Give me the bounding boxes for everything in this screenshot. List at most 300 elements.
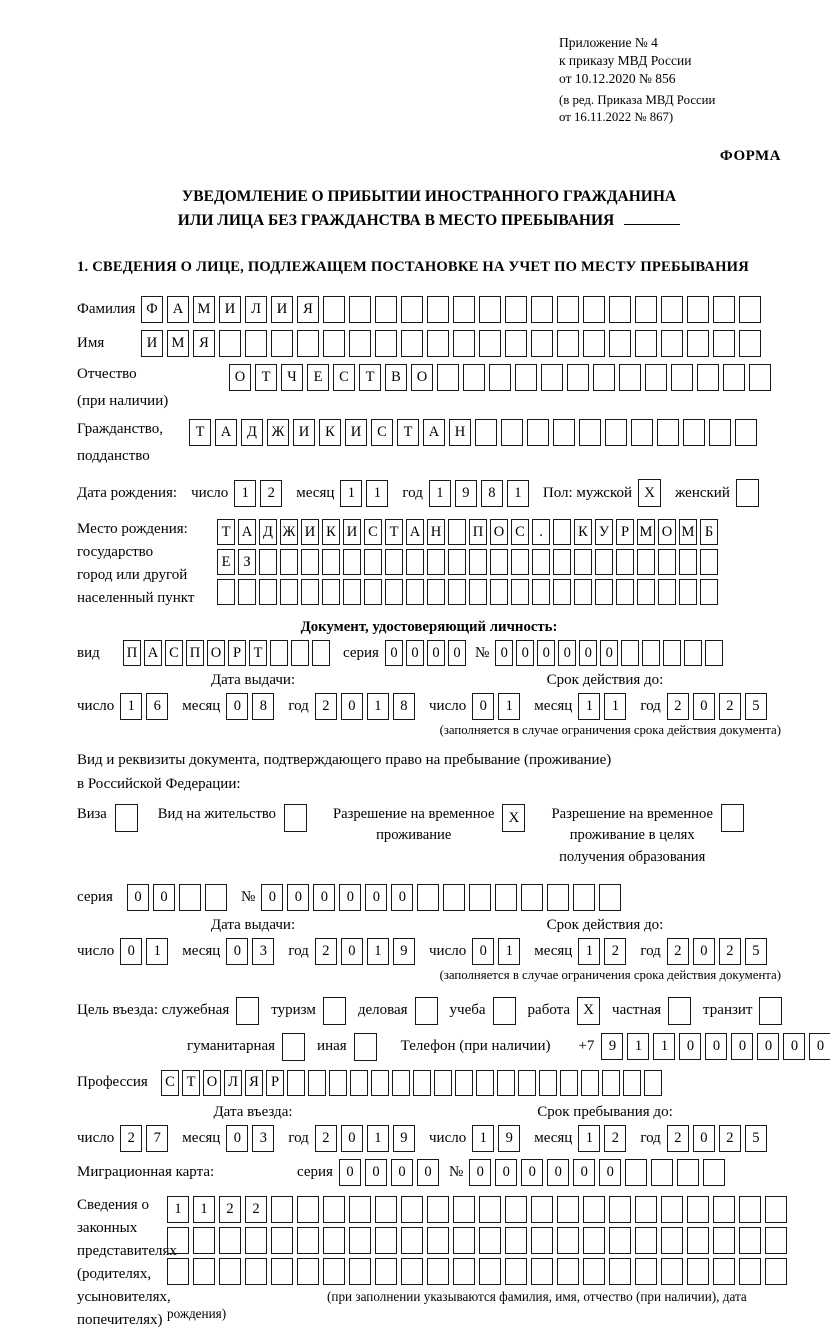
cell[interactable]: 0 bbox=[757, 1033, 779, 1060]
cell[interactable] bbox=[448, 549, 466, 575]
cell[interactable] bbox=[322, 579, 340, 605]
cell[interactable] bbox=[553, 549, 571, 575]
cell[interactable] bbox=[323, 1227, 345, 1254]
cell[interactable] bbox=[505, 1196, 527, 1223]
cell[interactable] bbox=[553, 419, 575, 446]
doc-issue-day-input[interactable] bbox=[120, 693, 172, 720]
cell[interactable] bbox=[329, 1070, 347, 1096]
entry-year-input[interactable] bbox=[315, 1125, 419, 1152]
cell[interactable] bbox=[259, 579, 277, 605]
cell[interactable]: 0 bbox=[339, 884, 361, 911]
cell[interactable] bbox=[312, 640, 330, 666]
cell[interactable]: 2 bbox=[120, 1125, 142, 1152]
cell[interactable]: 1 bbox=[234, 480, 256, 507]
surname-input[interactable] bbox=[141, 296, 765, 323]
permit-issue-day-input[interactable] bbox=[120, 938, 172, 965]
cell[interactable]: 5 bbox=[745, 693, 767, 720]
cell[interactable] bbox=[271, 1258, 293, 1285]
cell[interactable] bbox=[375, 330, 397, 357]
cell[interactable] bbox=[609, 296, 631, 323]
cell[interactable]: 1 bbox=[498, 693, 520, 720]
cell[interactable] bbox=[663, 640, 681, 666]
cell[interactable] bbox=[322, 549, 340, 575]
cell[interactable] bbox=[609, 1258, 631, 1285]
cell[interactable] bbox=[557, 1258, 579, 1285]
cell[interactable] bbox=[635, 1258, 657, 1285]
cell[interactable] bbox=[661, 296, 683, 323]
cell[interactable]: 0 bbox=[287, 884, 309, 911]
cell[interactable] bbox=[401, 1258, 423, 1285]
cell[interactable]: 1 bbox=[604, 693, 626, 720]
cell[interactable] bbox=[605, 419, 627, 446]
cell[interactable]: 1 bbox=[366, 480, 388, 507]
cell[interactable]: Ч bbox=[281, 364, 303, 391]
cell[interactable]: . bbox=[532, 519, 550, 545]
cell[interactable]: 0 bbox=[261, 884, 283, 911]
cell[interactable] bbox=[709, 419, 731, 446]
cell[interactable] bbox=[479, 296, 501, 323]
cell[interactable] bbox=[645, 364, 667, 391]
cell[interactable] bbox=[579, 419, 601, 446]
cell[interactable] bbox=[401, 1196, 423, 1223]
cell[interactable] bbox=[687, 296, 709, 323]
cell[interactable]: 0 bbox=[120, 938, 142, 965]
cell[interactable] bbox=[573, 884, 595, 911]
residence-permit-checkbox[interactable] bbox=[284, 804, 307, 832]
cell[interactable] bbox=[497, 1070, 515, 1096]
cell[interactable] bbox=[705, 640, 723, 666]
permit-issue-year-input[interactable] bbox=[315, 938, 419, 965]
cell[interactable]: И bbox=[345, 419, 367, 446]
cell[interactable]: 0 bbox=[226, 1125, 248, 1152]
doc-valid-day-input[interactable] bbox=[472, 693, 524, 720]
cell[interactable]: С bbox=[371, 419, 393, 446]
cell[interactable]: 2 bbox=[719, 693, 741, 720]
cell[interactable]: 9 bbox=[601, 1033, 623, 1060]
cell[interactable] bbox=[583, 1227, 605, 1254]
cell[interactable] bbox=[625, 1159, 647, 1186]
cell[interactable] bbox=[684, 640, 702, 666]
cell[interactable]: 0 bbox=[693, 1125, 715, 1152]
cell[interactable] bbox=[280, 579, 298, 605]
cell[interactable] bbox=[179, 884, 201, 911]
cell[interactable] bbox=[557, 330, 579, 357]
cell[interactable] bbox=[371, 1070, 389, 1096]
cell[interactable] bbox=[531, 296, 553, 323]
cell[interactable] bbox=[621, 640, 639, 666]
cell[interactable] bbox=[657, 419, 679, 446]
cell[interactable] bbox=[553, 579, 571, 605]
cell[interactable] bbox=[581, 1070, 599, 1096]
cell[interactable] bbox=[323, 1196, 345, 1223]
cell[interactable]: И bbox=[293, 419, 315, 446]
cell[interactable]: 1 bbox=[472, 1125, 494, 1152]
cell[interactable]: 0 bbox=[472, 938, 494, 965]
cell[interactable] bbox=[679, 579, 697, 605]
cell[interactable]: Р bbox=[266, 1070, 284, 1096]
cell[interactable] bbox=[557, 296, 579, 323]
cell[interactable] bbox=[490, 579, 508, 605]
cell[interactable]: 0 bbox=[579, 640, 597, 666]
cell[interactable]: Я bbox=[297, 296, 319, 323]
cell[interactable]: И bbox=[219, 296, 241, 323]
cell[interactable] bbox=[245, 330, 267, 357]
cell[interactable]: Т bbox=[182, 1070, 200, 1096]
cell[interactable] bbox=[375, 296, 397, 323]
cell[interactable]: 0 bbox=[547, 1159, 569, 1186]
cell[interactable]: М bbox=[679, 519, 697, 545]
permit-valid-year-input[interactable] bbox=[667, 938, 771, 965]
cell[interactable] bbox=[301, 579, 319, 605]
cell[interactable] bbox=[297, 1227, 319, 1254]
sex-male-checkbox[interactable]: X bbox=[638, 479, 661, 507]
cell[interactable] bbox=[532, 579, 550, 605]
cell[interactable] bbox=[364, 579, 382, 605]
cell[interactable] bbox=[434, 1070, 452, 1096]
cell[interactable] bbox=[739, 1258, 761, 1285]
cell[interactable]: 9 bbox=[455, 480, 477, 507]
stay-year-input[interactable] bbox=[667, 1125, 771, 1152]
birth-place-row3-input[interactable] bbox=[217, 579, 721, 605]
cell[interactable]: 0 bbox=[599, 1159, 621, 1186]
cell[interactable] bbox=[375, 1227, 397, 1254]
cell[interactable] bbox=[219, 330, 241, 357]
cell[interactable] bbox=[531, 330, 553, 357]
cell[interactable] bbox=[364, 549, 382, 575]
cell[interactable] bbox=[599, 884, 621, 911]
cell[interactable] bbox=[609, 1227, 631, 1254]
cell[interactable] bbox=[723, 364, 745, 391]
stay-day-input[interactable] bbox=[472, 1125, 524, 1152]
cell[interactable]: 2 bbox=[604, 938, 626, 965]
cell[interactable]: Ж bbox=[267, 419, 289, 446]
cell[interactable] bbox=[531, 1227, 553, 1254]
cell[interactable]: 0 bbox=[391, 1159, 413, 1186]
patronymic-input[interactable] bbox=[229, 364, 775, 391]
cell[interactable]: 0 bbox=[406, 640, 424, 666]
cell[interactable]: К bbox=[322, 519, 340, 545]
cell[interactable]: 1 bbox=[578, 1125, 600, 1152]
cell[interactable] bbox=[713, 330, 735, 357]
cell[interactable]: 1 bbox=[507, 480, 529, 507]
cell[interactable]: Е bbox=[217, 549, 235, 575]
cell[interactable] bbox=[683, 419, 705, 446]
cell[interactable]: 7 bbox=[146, 1125, 168, 1152]
cell[interactable] bbox=[343, 549, 361, 575]
cell[interactable]: У bbox=[595, 519, 613, 545]
birth-place-row2-input[interactable] bbox=[217, 549, 721, 575]
purpose-other-checkbox[interactable] bbox=[354, 1033, 377, 1061]
cell[interactable]: 0 bbox=[226, 693, 248, 720]
cell[interactable]: 0 bbox=[705, 1033, 727, 1060]
cell[interactable] bbox=[385, 549, 403, 575]
cell[interactable] bbox=[583, 296, 605, 323]
cell[interactable]: 1 bbox=[146, 938, 168, 965]
cell[interactable] bbox=[735, 419, 757, 446]
cell[interactable]: З bbox=[238, 549, 256, 575]
cell[interactable] bbox=[427, 579, 445, 605]
cell[interactable] bbox=[476, 1070, 494, 1096]
cell[interactable]: А bbox=[423, 419, 445, 446]
cell[interactable] bbox=[406, 549, 424, 575]
cell[interactable] bbox=[631, 419, 653, 446]
cell[interactable] bbox=[557, 1227, 579, 1254]
representatives-row2-input[interactable] bbox=[167, 1227, 791, 1254]
cell[interactable] bbox=[392, 1070, 410, 1096]
cell[interactable] bbox=[323, 330, 345, 357]
cell[interactable]: Е bbox=[307, 364, 329, 391]
cell[interactable] bbox=[700, 579, 718, 605]
cell[interactable] bbox=[167, 1258, 189, 1285]
cell[interactable]: И bbox=[343, 519, 361, 545]
cell[interactable]: Б bbox=[700, 519, 718, 545]
birth-year-input[interactable] bbox=[429, 480, 533, 507]
cell[interactable]: М bbox=[193, 296, 215, 323]
cell[interactable]: И bbox=[301, 519, 319, 545]
cell[interactable] bbox=[739, 1227, 761, 1254]
cell[interactable]: 0 bbox=[127, 884, 149, 911]
cell[interactable] bbox=[541, 364, 563, 391]
cell[interactable] bbox=[297, 1258, 319, 1285]
cell[interactable] bbox=[658, 549, 676, 575]
cell[interactable] bbox=[205, 884, 227, 911]
representatives-row1-input[interactable] bbox=[167, 1196, 791, 1223]
cell[interactable]: М bbox=[167, 330, 189, 357]
cell[interactable]: 0 bbox=[469, 1159, 491, 1186]
cell[interactable] bbox=[448, 579, 466, 605]
cell[interactable]: М bbox=[637, 519, 655, 545]
cell[interactable]: 1 bbox=[120, 693, 142, 720]
cell[interactable] bbox=[501, 419, 523, 446]
cell[interactable]: Н bbox=[449, 419, 471, 446]
cell[interactable] bbox=[547, 884, 569, 911]
cell[interactable] bbox=[518, 1070, 536, 1096]
cell[interactable] bbox=[637, 549, 655, 575]
cell[interactable] bbox=[658, 579, 676, 605]
purpose-study-checkbox[interactable] bbox=[493, 997, 516, 1025]
cell[interactable]: 0 bbox=[495, 1159, 517, 1186]
cell[interactable]: 3 bbox=[252, 1125, 274, 1152]
cell[interactable]: О bbox=[411, 364, 433, 391]
cell[interactable] bbox=[291, 640, 309, 666]
cell[interactable] bbox=[417, 884, 439, 911]
cell[interactable] bbox=[619, 364, 641, 391]
cell[interactable]: 2 bbox=[260, 480, 282, 507]
cell[interactable] bbox=[490, 549, 508, 575]
purpose-transit-checkbox[interactable] bbox=[759, 997, 782, 1025]
purpose-official-checkbox[interactable] bbox=[236, 997, 259, 1025]
cell[interactable]: О bbox=[207, 640, 225, 666]
cell[interactable] bbox=[219, 1227, 241, 1254]
cell[interactable]: Я bbox=[245, 1070, 263, 1096]
cell[interactable]: В bbox=[385, 364, 407, 391]
cell[interactable] bbox=[531, 1258, 553, 1285]
cell[interactable] bbox=[406, 579, 424, 605]
cell[interactable]: 0 bbox=[313, 884, 335, 911]
birth-month-input[interactable] bbox=[340, 480, 392, 507]
doc-series-input[interactable] bbox=[385, 640, 469, 666]
cell[interactable]: 5 bbox=[745, 938, 767, 965]
cell[interactable]: С bbox=[333, 364, 355, 391]
cell[interactable] bbox=[479, 1227, 501, 1254]
cell[interactable] bbox=[637, 579, 655, 605]
cell[interactable] bbox=[219, 1258, 241, 1285]
cell[interactable]: 1 bbox=[627, 1033, 649, 1060]
cell[interactable] bbox=[635, 1227, 657, 1254]
cell[interactable] bbox=[193, 1227, 215, 1254]
cell[interactable] bbox=[350, 1070, 368, 1096]
cell[interactable] bbox=[453, 296, 475, 323]
cell[interactable] bbox=[343, 579, 361, 605]
cell[interactable]: 9 bbox=[393, 1125, 415, 1152]
cell[interactable]: С bbox=[161, 1070, 179, 1096]
cell[interactable] bbox=[687, 330, 709, 357]
cell[interactable] bbox=[463, 364, 485, 391]
cell[interactable] bbox=[679, 549, 697, 575]
cell[interactable]: Т bbox=[249, 640, 267, 666]
doc-number-input[interactable] bbox=[495, 640, 726, 666]
cell[interactable]: 2 bbox=[245, 1196, 267, 1223]
birth-place-row1-input[interactable] bbox=[217, 519, 721, 545]
cell[interactable] bbox=[671, 364, 693, 391]
temp-residence-edu-checkbox[interactable] bbox=[721, 804, 744, 832]
cell[interactable]: 2 bbox=[667, 1125, 689, 1152]
profession-input[interactable] bbox=[161, 1070, 665, 1096]
cell[interactable] bbox=[193, 1258, 215, 1285]
cell[interactable]: 2 bbox=[315, 693, 337, 720]
cell[interactable]: 2 bbox=[219, 1196, 241, 1223]
migration-number-input[interactable] bbox=[469, 1159, 729, 1186]
cell[interactable] bbox=[280, 549, 298, 575]
purpose-business-checkbox[interactable] bbox=[415, 997, 438, 1025]
cell[interactable]: 1 bbox=[340, 480, 362, 507]
cell[interactable]: 1 bbox=[578, 693, 600, 720]
cell[interactable]: С bbox=[364, 519, 382, 545]
cell[interactable]: А bbox=[406, 519, 424, 545]
cell[interactable]: А bbox=[167, 296, 189, 323]
cell[interactable] bbox=[323, 1258, 345, 1285]
cell[interactable] bbox=[713, 296, 735, 323]
cell[interactable] bbox=[271, 1196, 293, 1223]
cell[interactable]: 2 bbox=[315, 938, 337, 965]
cell[interactable] bbox=[475, 419, 497, 446]
cell[interactable] bbox=[765, 1227, 787, 1254]
cell[interactable] bbox=[739, 330, 761, 357]
cell[interactable]: 0 bbox=[537, 640, 555, 666]
cell[interactable]: 0 bbox=[600, 640, 618, 666]
cell[interactable]: 1 bbox=[578, 938, 600, 965]
cell[interactable] bbox=[616, 549, 634, 575]
visa-checkbox[interactable] bbox=[115, 804, 138, 832]
permit-series-input[interactable] bbox=[127, 884, 231, 911]
cell[interactable]: 2 bbox=[667, 938, 689, 965]
cell[interactable] bbox=[297, 330, 319, 357]
citizenship-input[interactable] bbox=[189, 419, 761, 446]
cell[interactable]: 0 bbox=[448, 640, 466, 666]
cell[interactable] bbox=[609, 330, 631, 357]
cell[interactable]: О bbox=[658, 519, 676, 545]
cell[interactable]: 1 bbox=[367, 1125, 389, 1152]
cell[interactable] bbox=[349, 1227, 371, 1254]
permit-valid-day-input[interactable] bbox=[472, 938, 524, 965]
cell[interactable] bbox=[661, 1196, 683, 1223]
cell[interactable]: 2 bbox=[719, 1125, 741, 1152]
cell[interactable]: 0 bbox=[693, 693, 715, 720]
cell[interactable] bbox=[661, 330, 683, 357]
cell[interactable] bbox=[687, 1227, 709, 1254]
cell[interactable] bbox=[427, 1227, 449, 1254]
cell[interactable] bbox=[521, 884, 543, 911]
cell[interactable]: 0 bbox=[521, 1159, 543, 1186]
cell[interactable] bbox=[297, 1196, 319, 1223]
cell[interactable] bbox=[593, 364, 615, 391]
birth-day-input[interactable] bbox=[234, 480, 286, 507]
cell[interactable] bbox=[511, 579, 529, 605]
cell[interactable]: Ф bbox=[141, 296, 163, 323]
cell[interactable]: П bbox=[123, 640, 141, 666]
cell[interactable] bbox=[453, 1227, 475, 1254]
cell[interactable] bbox=[539, 1070, 557, 1096]
cell[interactable]: Р bbox=[228, 640, 246, 666]
cell[interactable]: И bbox=[141, 330, 163, 357]
cell[interactable] bbox=[713, 1196, 735, 1223]
cell[interactable]: 8 bbox=[252, 693, 274, 720]
cell[interactable]: 3 bbox=[252, 938, 274, 965]
cell[interactable] bbox=[687, 1196, 709, 1223]
cell[interactable]: Т bbox=[217, 519, 235, 545]
cell[interactable] bbox=[427, 296, 449, 323]
cell[interactable] bbox=[495, 884, 517, 911]
cell[interactable] bbox=[238, 579, 256, 605]
cell[interactable] bbox=[687, 1258, 709, 1285]
cell[interactable] bbox=[323, 296, 345, 323]
cell[interactable]: 0 bbox=[573, 1159, 595, 1186]
cell[interactable] bbox=[401, 1227, 423, 1254]
cell[interactable] bbox=[271, 330, 293, 357]
cell[interactable]: 9 bbox=[393, 938, 415, 965]
cell[interactable] bbox=[651, 1159, 673, 1186]
cell[interactable]: 9 bbox=[498, 1125, 520, 1152]
cell[interactable]: К bbox=[574, 519, 592, 545]
permit-valid-month-input[interactable] bbox=[578, 938, 630, 965]
cell[interactable] bbox=[167, 1227, 189, 1254]
cell[interactable] bbox=[749, 364, 771, 391]
cell[interactable] bbox=[677, 1159, 699, 1186]
cell[interactable] bbox=[270, 640, 288, 666]
cell[interactable]: 2 bbox=[604, 1125, 626, 1152]
cell[interactable] bbox=[595, 549, 613, 575]
cell[interactable] bbox=[455, 1070, 473, 1096]
cell[interactable] bbox=[765, 1258, 787, 1285]
cell[interactable] bbox=[245, 1227, 267, 1254]
cell[interactable] bbox=[308, 1070, 326, 1096]
cell[interactable] bbox=[703, 1159, 725, 1186]
cell[interactable]: 2 bbox=[315, 1125, 337, 1152]
cell[interactable] bbox=[427, 1258, 449, 1285]
cell[interactable]: О bbox=[490, 519, 508, 545]
cell[interactable] bbox=[623, 1070, 641, 1096]
cell[interactable] bbox=[427, 330, 449, 357]
cell[interactable]: 0 bbox=[809, 1033, 830, 1060]
cell[interactable] bbox=[765, 1196, 787, 1223]
cell[interactable]: 2 bbox=[667, 693, 689, 720]
cell[interactable] bbox=[375, 1196, 397, 1223]
cell[interactable] bbox=[583, 330, 605, 357]
cell[interactable] bbox=[739, 296, 761, 323]
cell[interactable]: О bbox=[229, 364, 251, 391]
cell[interactable] bbox=[448, 519, 466, 545]
cell[interactable]: 0 bbox=[472, 693, 494, 720]
